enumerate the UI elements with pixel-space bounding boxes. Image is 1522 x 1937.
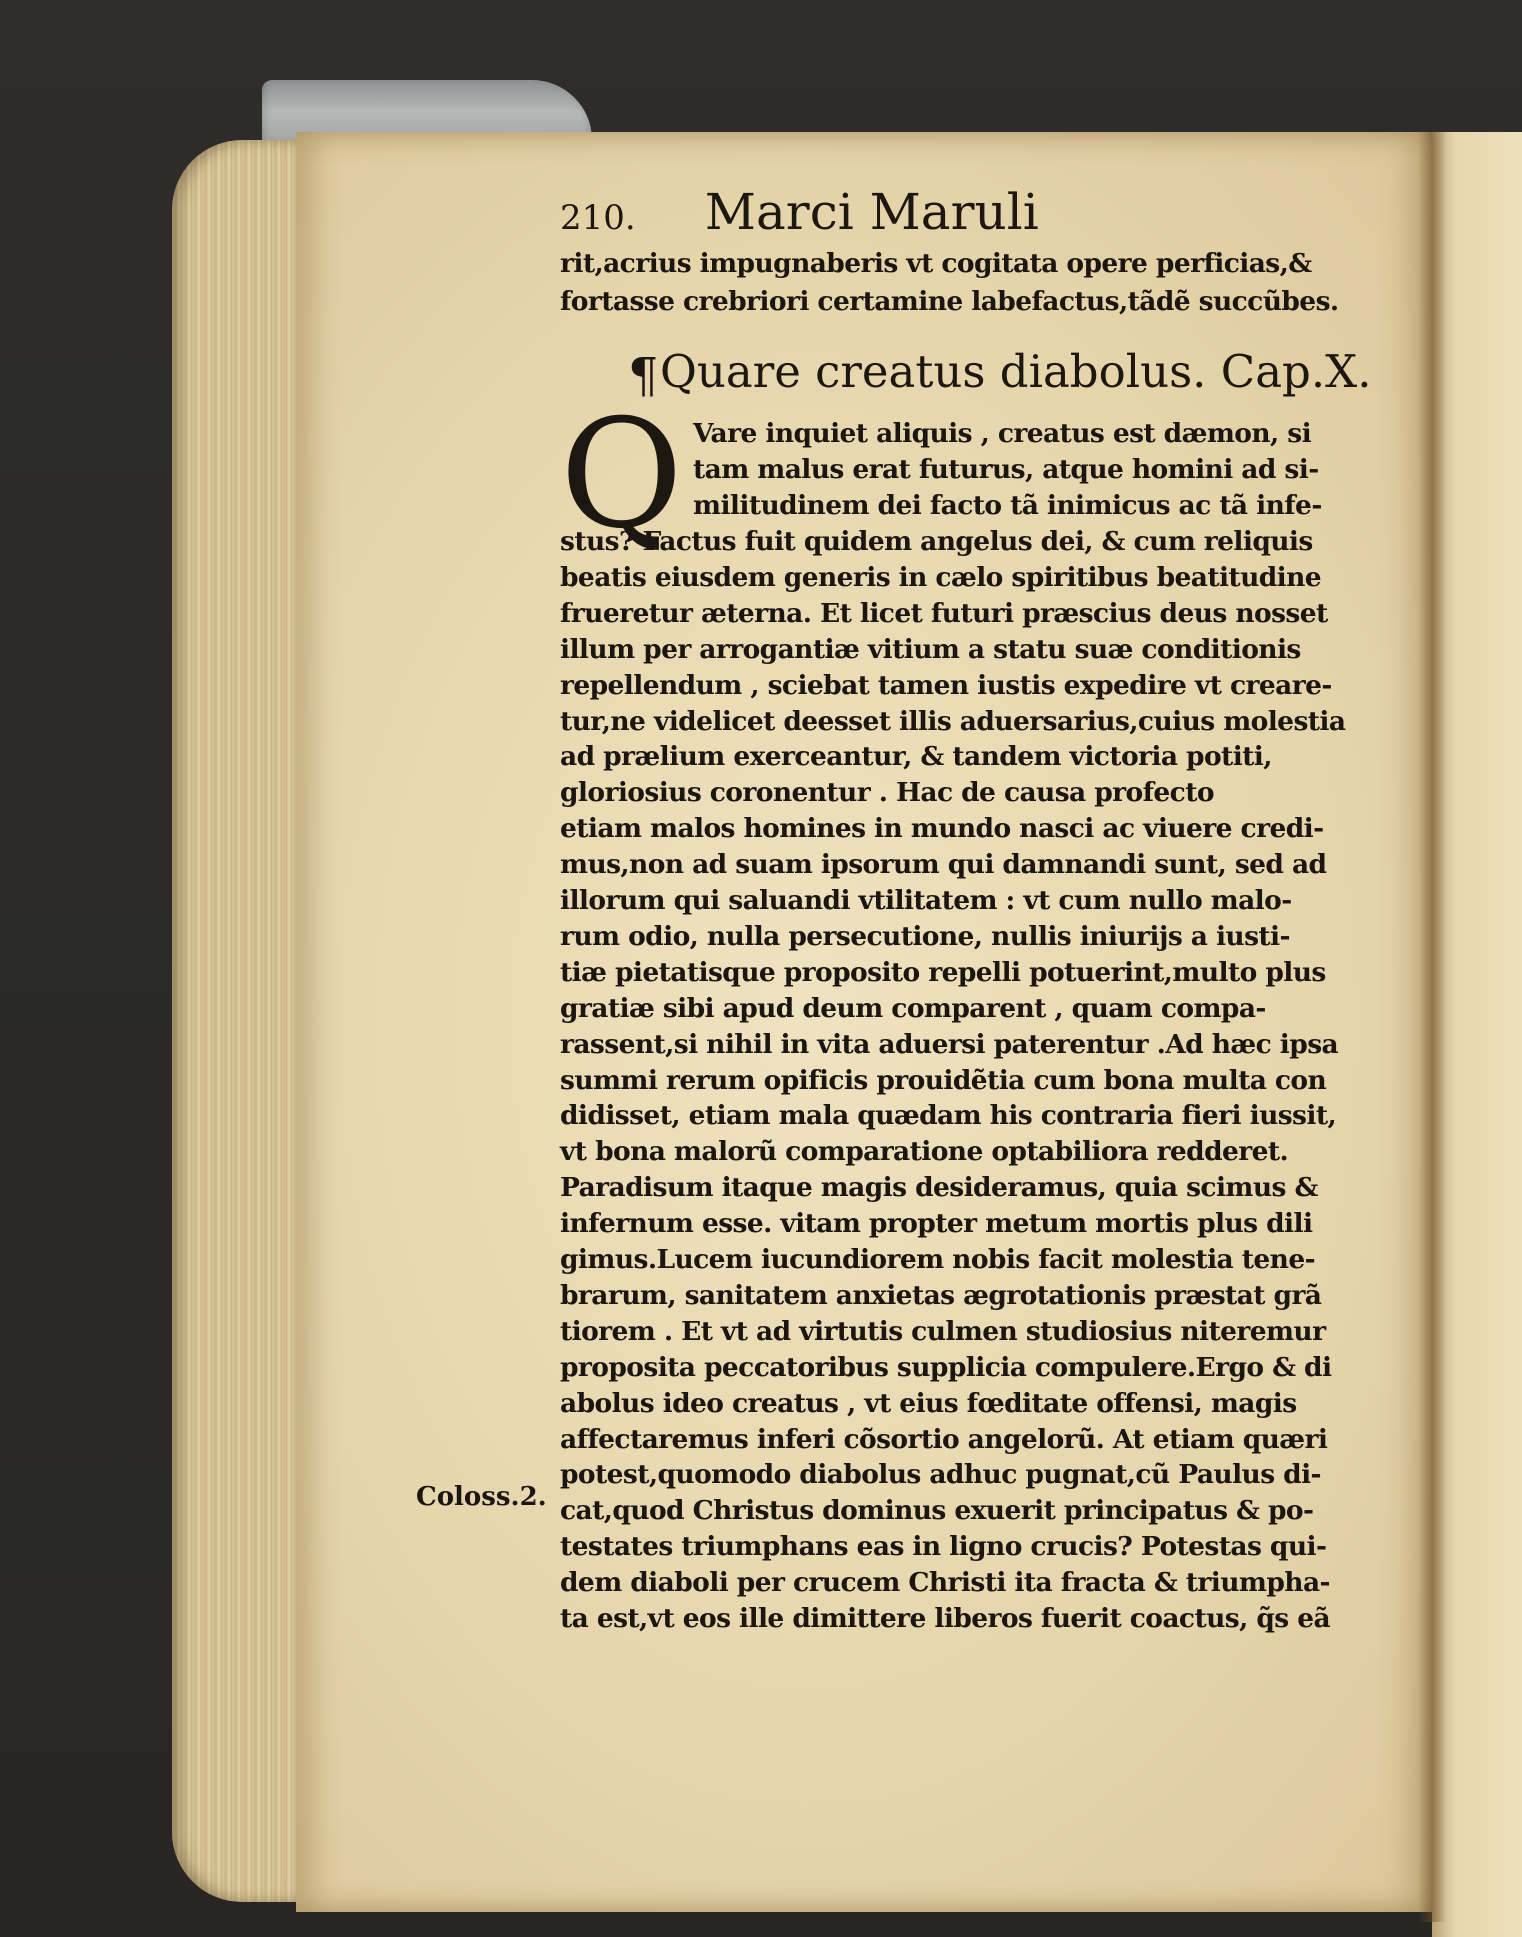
text-line: vt bona malorũ comparatione optabiliora redderet. — [560, 1136, 1289, 1168]
text-line: abolus ideo creatus , vt eius fœditate offensi, magis — [560, 1387, 1297, 1419]
text-line: testates triumphans eas in ligno crucis? Potestas qui- — [560, 1531, 1327, 1563]
running-header — [560, 183, 1039, 241]
margin-note: Coloss.2. — [416, 1482, 547, 1512]
text-line: etiam malos homines in mundo nasci ac viuere credi- — [560, 813, 1324, 845]
text-line: brarum, sanitatem anxietas ægrotationis præstat grã — [560, 1279, 1322, 1311]
chapter-heading: Quare creatus diabolus. Cap.X. — [660, 345, 1372, 398]
text-line: illorum qui saluandi vtilitatem : vt cum nullo malo- — [560, 885, 1292, 916]
text-line: mus,non ad suam ipsorum qui damnandi sunt, sed ad — [560, 849, 1327, 881]
text-line: proposita peccatoribus supplicia compulere.Ergo & di — [560, 1351, 1332, 1383]
text-line: stus? Factus fuit quidem angelus dei, & cum reliquis — [560, 526, 1313, 557]
text-line: frueretur æterna. Et licet futuri præscius deus nosset — [560, 597, 1328, 629]
text-line: tiæ pietatisque proposito repelli potuerint,multo plus — [560, 956, 1326, 988]
text-line: Vare inquiet aliquis , creatus est dæmon, si — [693, 418, 1312, 449]
text-line: Paradisum itaque magis desideramus, quia scimus & — [560, 1172, 1318, 1204]
pilcrow-mark: ¶ — [628, 348, 659, 404]
text-line: fortasse crebriori certamine labefactus,tãdẽ succũbes. — [560, 286, 1339, 317]
text-line: repellendum , sciebat tamen iustis expedire vt creare- — [560, 669, 1332, 701]
text-line: gloriosius coronentur . Hac de causa profecto — [560, 777, 1214, 809]
text-line: infernum esse. vitam propter metum mortis plus dili — [560, 1208, 1313, 1240]
text-line: rum odio, nulla persecutione, nullis iniurijs a iusti- — [560, 920, 1290, 952]
text-line: tur,ne videlicet deesset illis aduersarius,cuius molestia — [560, 705, 1346, 737]
text-line: beatis eiusdem generis in cælo spiritibus beatitudine — [560, 561, 1322, 593]
text-line: rassent,si nihil in vita aduersi paterentur .Ad hæc ipsa — [560, 1028, 1339, 1060]
text-line: tam malus erat futurus, atque homini ad si- — [693, 454, 1319, 485]
text-line: tiorem . Et vt ad virtutis culmen studiosius niteremur — [560, 1315, 1326, 1347]
text-line: potest,quomodo diabolus adhuc pugnat,cũ Paulus di- — [560, 1459, 1321, 1491]
text-line: summi rerum opificis prouidẽtia cum bona multa con — [560, 1064, 1327, 1096]
text-line: ta est,vt eos ille dimittere liberos fuerit coactus, q̃s eã — [560, 1603, 1331, 1634]
text-line: gratiæ sibi apud deum comparent , quam compa- — [560, 992, 1266, 1024]
text-line: militudinem dei facto tã inimicus ac tã infe- — [693, 490, 1322, 521]
drop-cap-initial: Q — [560, 388, 683, 562]
text-line: rit,acrius impugnaberis vt cogitata opere perficias,& — [560, 248, 1312, 279]
text-line: illum per arrogantiæ vitium a statu suæ conditionis — [560, 633, 1301, 665]
text-line: affectaremus inferi cõsortio angelorũ. At etiam quæri — [560, 1423, 1328, 1455]
text-line: cat,quod Christus dominus exuerit principatus & po- — [560, 1495, 1314, 1527]
text-line: ad prælium exerceantur, & tandem victoria potiti, — [560, 741, 1272, 773]
book-gutter — [1418, 132, 1446, 1922]
text-line: didisset, etiam mala quædam his contraria fieri iussit, — [560, 1100, 1337, 1132]
text-line: dem diaboli per crucem Christi ita fracta & triumpha- — [560, 1567, 1330, 1599]
page-number: 210. — [560, 198, 636, 238]
running-title: Marci Maruli — [704, 183, 1039, 241]
text-line: gimus.Lucem iucundiorem nobis facit molestia tene- — [560, 1244, 1315, 1275]
